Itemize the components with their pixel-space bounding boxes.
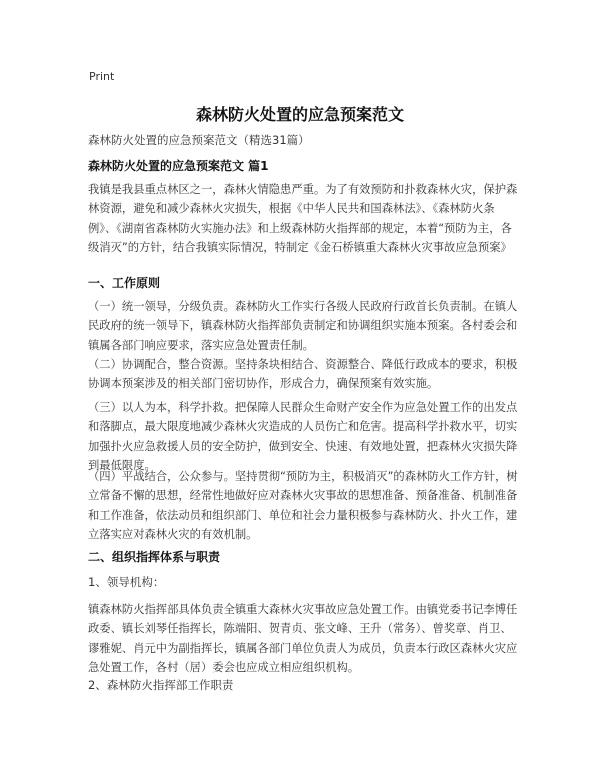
section-heading-principles: 一、工作原则 bbox=[88, 276, 161, 290]
article-heading: 森林防火处置的应急预案范文 篇1 bbox=[88, 159, 269, 173]
principle-paragraph: （一）统一领导，分级负责。森林防火工作实行各级人民政府行政首长负责制。在镇人民政府的统一领导下，镇森林防火指挥部负责制定和协调组织实施本预案。各村委会和镇属各部门响应要求，落实应急处置责任制。 bbox=[88, 300, 518, 352]
subsection-label: 1、领导机构： bbox=[88, 575, 165, 589]
print-label[interactable]: Print bbox=[89, 70, 115, 83]
subsection-label: 2、森林防火指挥部工作职责 bbox=[88, 678, 234, 692]
section-heading-organization: 二、组织指挥体系与职责 bbox=[88, 550, 221, 564]
principle-paragraph: （二）协调配合，整合资源。坚持条块相结合、资源整合、降低行政成本的要求，积极协调本预案涉及的相关部门密切协作，形成合力，确保预案有效实施。 bbox=[88, 358, 518, 391]
subtitle: 森林防火处置的应急预案范文（精选31篇） bbox=[88, 133, 310, 147]
principle-paragraph: （三）以人为本，科学扑救。把保障人民群众生命财产安全作为应急处置工作的出发点和落脚点，最大限度地减少森林火灾造成的人员伤亡和危害。提高科学扑救水平，切实加强扑火应急救援人员的安全防护，做到安全、快速、有效地处置，把森林火灾损失降到最低限度。 bbox=[88, 401, 518, 472]
principle-paragraph: （四）平战结合，公众参与。坚持贯彻“预防为主，积极消灭”的森林防火工作方针，树立常备不懈的思想，经常性地做好应对森林火灾事故的思想准备、预备准备、机制准备和工作准备，依法动员和组织部门、单位和社会力量积极参与森林防火、扑火工作，建立落实应对森林火灾的有效机制。 bbox=[88, 470, 518, 541]
page-title: 森林防火处置的应急预案范文 bbox=[195, 105, 404, 124]
intro-paragraph: 我镇是我县重点林区之一，森林火情隐患严重。为了有效预防和扑救森林火灾，保护森林资源，避免和减少森林火灾损失，根据《中华人民共和国森林法》、《森林防火条例》、《湖南省森林防火实施办法》和上级森林防火指挥部的规定，本着“预防为主，各级消灭”的方针，结合我镇实际情况，特制定《金石桥镇重大森林火灾事故应急预案》 bbox=[88, 183, 518, 254]
leadership-paragraph: 镇森林防火指挥部具体负责全镇重大森林火灾事故应急处置工作。由镇党委书记李博任政委、镇长刘琴任指挥长，陈端阳、贺青贞、张文峰、王升（常务）、曾奖章、肖卫、谬雅妮、肖元中为副指挥长，镇属各部门单位负责人为成员，负责本行政区森林火灾应急处置工作，各村（居）委会也应成立相应组织机构。 bbox=[88, 603, 518, 674]
